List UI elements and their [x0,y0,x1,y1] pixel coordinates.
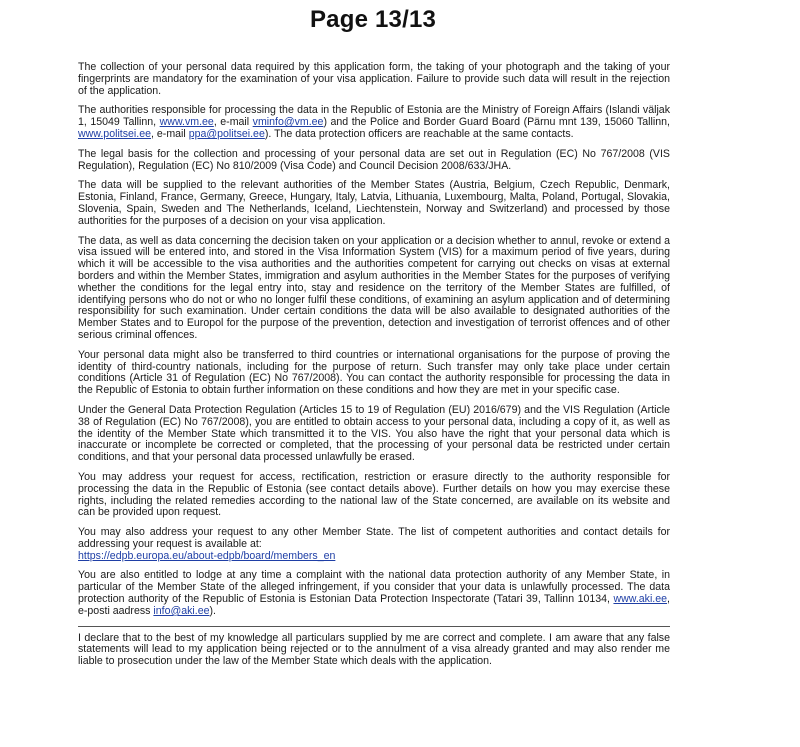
paragraph-address-request: You may address your request for access, rectification, restriction or erasure directly to the authority responsible for processing the data in the Republic of Estonia (see contact details above). Further details on how you may exercise these rights, including the related remedies according to the national law of the State concerned, are available on its website and can be provided upon request. [78,470,670,519]
paragraph-declaration: I declare that to the best of my knowledge all particulars supplied by me are correct and complete. I am aware that any false statements will lead to my application being rejected or to the annulment of a visa already granted and may also render me liable to prosecution under the law of the Member State which deals with the application. [78,631,670,668]
paragraph-vis-storage: The data, as well as data concerning the decision taken on your application or a decision whether to annul, revoke or extend a visa issued will be entered into, and stored in the Visa Information System (VIS) for a maximum period of five years, during which it will be accessible to the visa authorities and the authorities competent for carrying out checks on visas at external borders and within the Member States, immigration and asylum authorities in the Member States for the purposes of verifying whether the conditions for the legal entry into, stay and residence on the territory of the Member States are fulfilled, of identifying persons who do not or who no longer fulfil these conditions, of examining an asylum application and of determining responsibility for such examination. Under certain conditions the data will be also available to designated authorities of the Member States and to Europol for the purpose of the prevention, detection and investigation of terrorist offences and of other serious criminal offences. [78,234,670,341]
paragraph-complaint [78,570,670,617]
text-segment: You are also entitled to lodge at any time a complaint with the national data protection authority of any Member State, in particular of the Member State of the alleged infringement, if you consider that your data is unlawfully processed. The data protection authority of the Republic of Estonia is Estonian Data Protection Inspectorate (Tatari 39, Tallinn 10134, [78,569,670,606]
text-segment: ). [209,604,216,617]
text-segment: , e-posti aadress [78,593,670,617]
paragraph-responsible-authorities [78,105,670,140]
paragraph-third-countries: Your personal data might also be transferred to third countries or international organisations for the purpose of proving the identity of third-country nationals, including for the purpose of return. Such transfer may only take place under certain conditions (Article 31 of Regulation (EC) No 767/2008). You can contact the authority responsible for processing the data in the Republic of Estonia to obtain further information on these conditions and how they are met in your specific case. [78,348,670,397]
paragraph-member-states: The data will be supplied to the relevant authorities of the Member States (Austria, Belgium, Czech Republic, Denmark, Estonia, Finland, France, Germany, Greece, Hungary, Italy, Latvia, Lithuania, Luxembourg, Malta, Poland, Portugal, Slovakia, Slovenia, Spain, Sweden and The Netherlands, Iceland, Liechtenstein, Norway and Switzerland) and processed by those authorities for the purposes of a decision on your visa application. [78,179,670,227]
paragraph-other-member-state [78,527,670,562]
link-politsei-email[interactable]: ppa@politsei.ee [188,127,265,140]
link-vm-website[interactable]: www.vm.ee [159,116,214,129]
paragraph-gdpr-rights: Under the General Data Protection Regulation (Articles 15 to 19 of Regulation (EU) 2016/679) and the VIS Regulation (Article 38 of Regulation (EC) No 767/2008), you are entitled to obtain access to your personal data, including a copy of it, as well as the identity of the Member State which transmitted it to the VIS. You also have the right that your personal data which is inaccurate or incomplete be corrected or completed, that the processing of your personal data be restricted under certain conditions, and that your personal data processed unlawfully be erased. [78,403,670,464]
text-segment: ). The data protection officers are reachable at the same contacts. [264,127,574,140]
text-segment: , e-mail [213,116,253,129]
text-segment: , e-mail [151,127,189,140]
text-segment: ) and the Police and Border Guard Board (Pärnu mnt 139, 15060 Tallinn, [323,116,670,129]
link-edpb-members[interactable]: https://edpb.europa.eu/about-edpb/board/members_en [78,549,336,562]
document-body [78,62,670,676]
link-vm-email[interactable]: vminfo@vm.ee [252,116,324,129]
text-segment: You may also address your request to any other Member State. The list of competent authorities and contact details for addressing your request is available at: [78,526,670,550]
text-segment: The authorities responsible for processing the data in the Republic of Estonia are the Ministry of Foreign Affairs (Islandi väljak 1, 15049 Tallinn, [78,104,670,129]
divider [78,626,670,627]
link-politsei-website[interactable]: www.politsei.ee [78,127,152,140]
link-aki-email[interactable]: info@aki.ee [153,604,210,617]
link-aki-website[interactable]: www.aki.ee [613,593,668,606]
paragraph-mandatory-data: The collection of your personal data required by this application form, the taking of your photograph and the taking of your fingerprints are mandatory for the examination of your visa application. Failure to provide such data will result in the rejection of the application. [78,61,670,97]
paragraph-legal-basis: The legal basis for the collection and processing of your personal data are set out in Regulation (EC) No 767/2008 (VIS Regulation), Regulation (EC) No 810/2009 (Visa Code) and Council Decision 2008/633/JHA. [78,147,670,172]
page-title: Page 13/13 [309,6,437,33]
